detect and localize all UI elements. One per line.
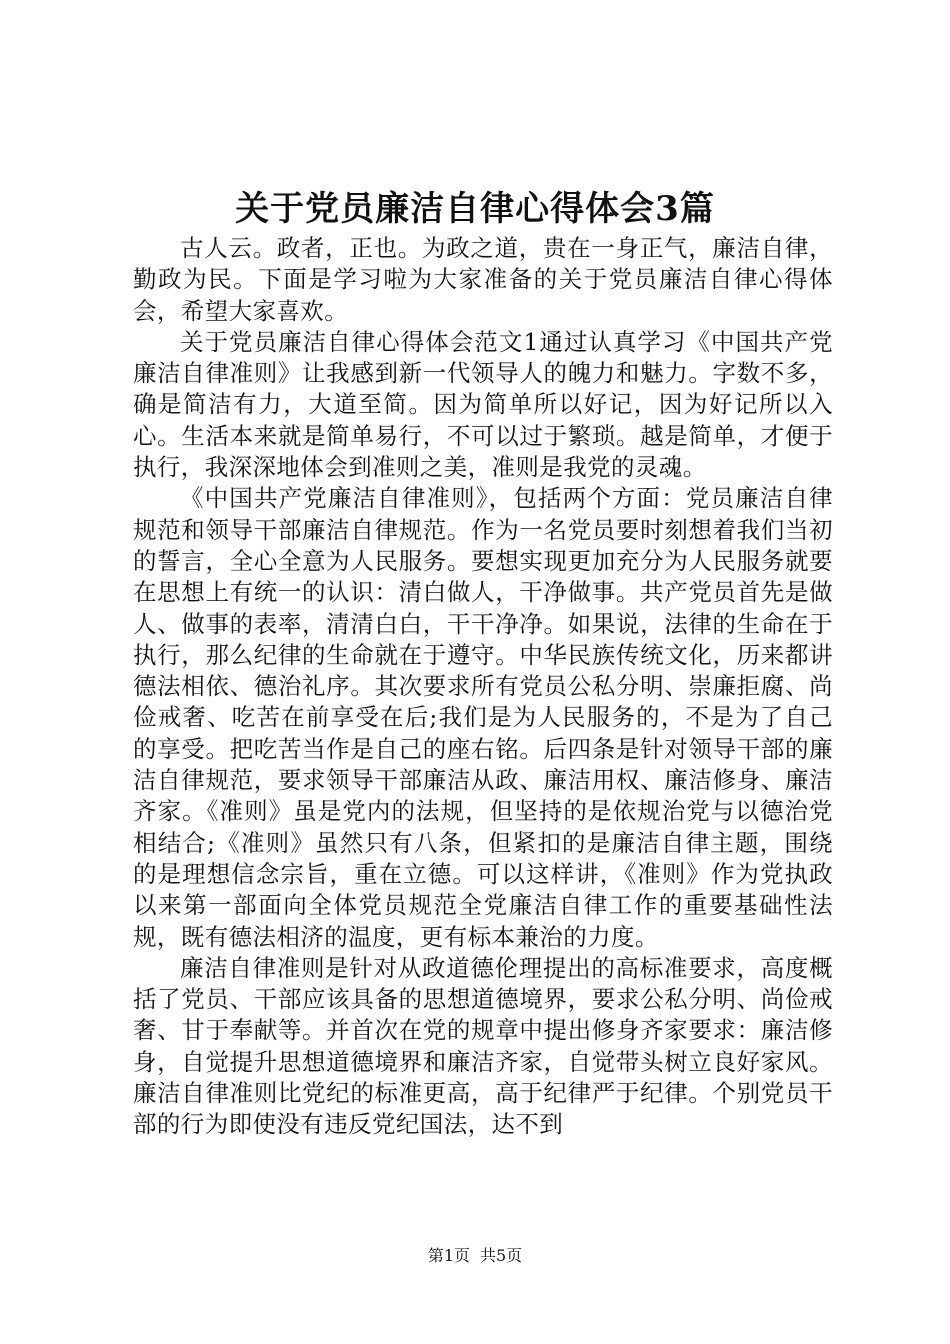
page-number: 第1页 (427, 1246, 470, 1265)
paragraph-standards: 廉洁自律准则是针对从政道德伦理提出的高标准要求，高度概括了党员、干部应该具备的思想道德境界，要求公私分明、尚俭戒奢、甘于奉献等。并首次在党的规章中提出修身齐家要求：廉洁修身，自觉提升思想道德境界和廉洁齐家，自觉带头树立良好家风。廉洁自律准则比党纪的标准更高，高于纪律严于纪律。个别党员干部的行为即使没有违反党纪国法，达不到 (133, 953, 833, 1139)
document-title: 关于党员廉洁自律心得体会3篇 (235, 189, 715, 229)
document-body (133, 233, 833, 1141)
paragraph-essay-1: 关于党员廉洁自律心得体会范文1通过认真学习《中国共产党廉洁自律准则》让我感到新一代领导人的魄力和魅力。字数不多，确是简洁有力，大道至简。因为简单所以好记，因为好记所以入心。生活本来就是简单易行，不可以过于繁琐。越是简单，才便于执行，我深深地体会到准则之美，准则是我党的灵魂。 (133, 327, 833, 482)
paragraph-code-overview: 《中国共产党廉洁自律准则》，包括两个方面：党员廉洁自律规范和领导干部廉洁自律规范。作为一名党员要时刻想着我们当初的誓言，全心全意为人民服务。要想实现更加充分为人民服务就要在思想上有统一的认识：清白做人，干净做事。共产党员首先是做人、做事的表率，清清白白，干干净净。如果说，法律的生命在于执行，那么纪律的生命就在于遵守。中华民族传统文化，历来都讲德法相依、德治礼序。其次要求所有党员公私分明、崇廉拒腐、尚俭戒奢、吃苦在前享受在后;我们是为人民服务的，不是为了自己的享受。把吃苦当作是自己的座右铭。后四条是针对领导干部的廉洁自律规范，要求领导干部廉洁从政、廉洁用权、廉洁修身、廉洁齐家。《准则》虽是党内的法规，但坚持的是依规治党与以德治党相结合;《准则》虽然只有八条，但紧扣的是廉洁自律主题，围绕的是理想信念宗旨，重在立德。可以这样讲，《准则》作为党执政以来第一部面向全体党员规范全党廉洁自律工作的重要基础性法规，既有德法相济的温度，更有标本兼治的力度。 (133, 484, 833, 951)
paragraph-intro: 古人云。政者，正也。为政之道，贵在一身正气，廉洁自律，勤政为民。下面是学习啦为大家准备的关于党员廉洁自律心得体会，希望大家喜欢。 (133, 234, 833, 325)
page-footer (0, 1245, 950, 1267)
page-total: 共5页 (480, 1246, 523, 1265)
